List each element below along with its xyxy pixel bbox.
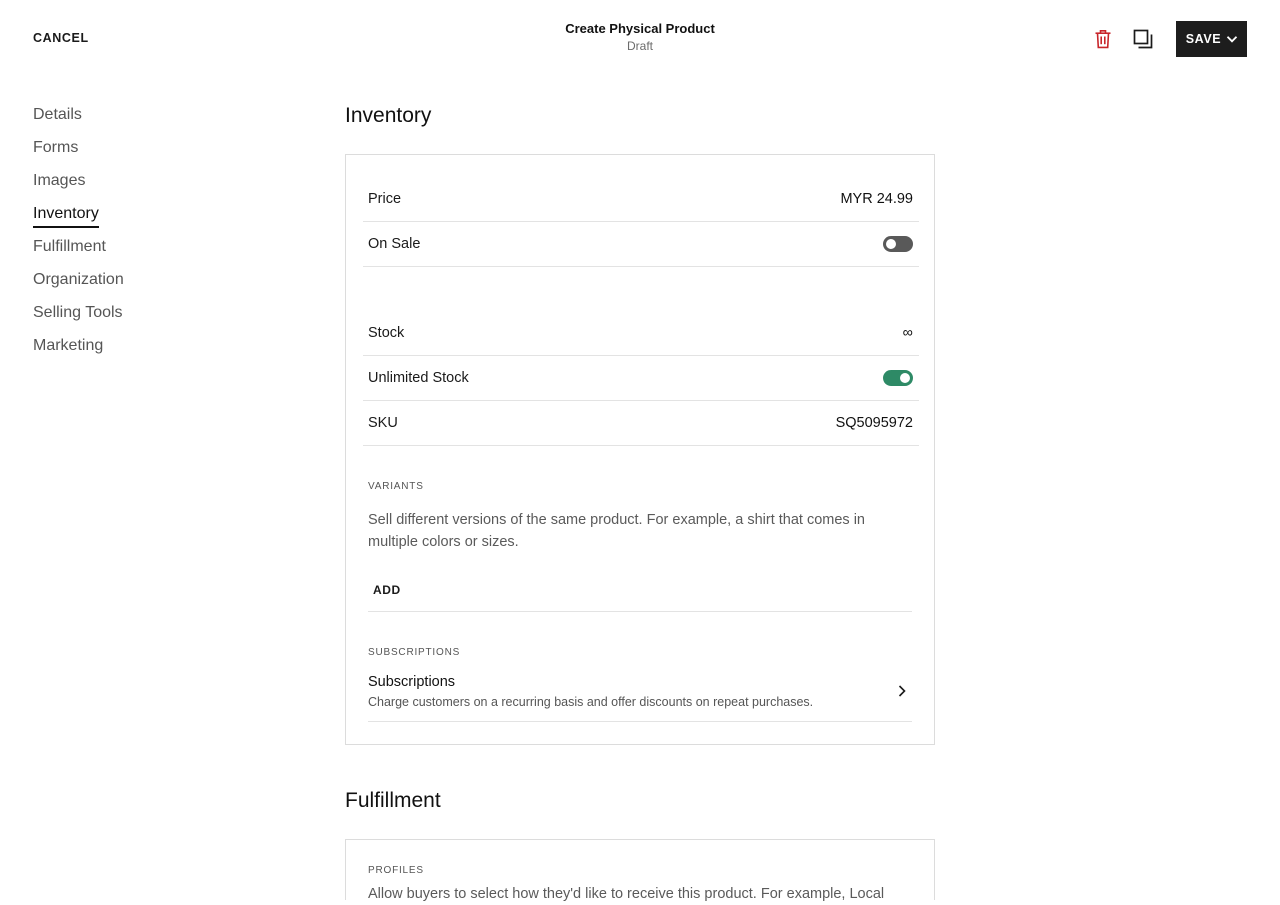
- save-button[interactable]: [1176, 21, 1247, 57]
- unlimited-stock-toggle[interactable]: [883, 370, 913, 386]
- nav-item-label: Fulfillment: [33, 238, 106, 255]
- profiles-description: Allow buyers to select how they'd like to receive this product. For example, Local: [368, 886, 885, 902]
- sku-label: SKU: [368, 415, 398, 431]
- stock-value: ∞: [902, 325, 913, 341]
- sku-value: SQ5095972: [835, 415, 913, 431]
- page-title: Create Physical Product: [565, 21, 715, 36]
- nav-item-label: Selling Tools: [33, 304, 123, 321]
- nav-item-details[interactable]: [33, 104, 124, 137]
- nav-item-label: Forms: [33, 139, 79, 156]
- subscriptions-row[interactable]: [368, 668, 912, 722]
- subscriptions-title: Subscriptions: [368, 674, 456, 690]
- sku-row[interactable]: [363, 401, 919, 446]
- inventory-card: [345, 154, 935, 745]
- nav-item-marketing[interactable]: [33, 335, 124, 368]
- on-sale-row: [363, 222, 919, 267]
- variants-heading: VARIANTS: [368, 481, 424, 492]
- save-button-label: SAVE: [1185, 32, 1222, 46]
- add-variant-button[interactable]: ADD: [368, 577, 912, 612]
- profiles-heading: PROFILES: [368, 865, 424, 876]
- nav-item-forms[interactable]: [33, 137, 124, 170]
- nav-item-inventory[interactable]: [33, 203, 124, 236]
- nav-item-label: Marketing: [33, 337, 104, 354]
- nav-item-images[interactable]: [33, 170, 124, 203]
- on-sale-label: On Sale: [368, 236, 421, 252]
- toggle-knob: [900, 373, 910, 383]
- delete-button[interactable]: [1089, 25, 1117, 53]
- cancel-button[interactable]: CANCEL: [33, 31, 89, 45]
- on-sale-toggle[interactable]: [883, 236, 913, 252]
- fulfillment-card: [345, 839, 935, 900]
- price-label: Price: [368, 191, 402, 207]
- nav-item-organization[interactable]: [33, 269, 124, 302]
- chevron-down-icon[interactable]: [1225, 32, 1239, 46]
- fulfillment-section-title: Fulfillment: [345, 789, 441, 812]
- nav-item-label: Images: [33, 172, 86, 189]
- trash-icon: [1094, 29, 1112, 49]
- nav-item-label: Details: [33, 106, 82, 123]
- stock-label: Stock: [368, 325, 405, 341]
- nav-item-label: Organization: [33, 271, 124, 288]
- unlimited-stock-row: [363, 356, 919, 401]
- page-title-group: [440, 21, 840, 53]
- nav-item-fulfillment[interactable]: [33, 236, 124, 269]
- chevron-right-icon: [896, 684, 908, 698]
- variants-description: Sell different versions of the same product. For example, a shirt that comes in multiple colors or sizes.: [368, 512, 865, 550]
- toggle-knob: [886, 239, 896, 249]
- duplicate-button[interactable]: [1129, 25, 1157, 53]
- top-bar: [0, 0, 1280, 78]
- nav-item-selling-tools[interactable]: [33, 302, 124, 335]
- price-value: MYR 24.99: [840, 191, 913, 207]
- nav-item-label: Inventory: [33, 203, 99, 228]
- price-row[interactable]: [363, 177, 919, 222]
- inventory-section-title: Inventory: [345, 104, 432, 127]
- subscriptions-description: Charge customers on a recurring basis and offer discounts on repeat purchases.: [368, 695, 814, 709]
- page-status: Draft: [626, 39, 653, 53]
- section-nav: [33, 104, 124, 368]
- subscriptions-heading: SUBSCRIPTIONS: [368, 647, 461, 658]
- duplicate-icon: [1133, 29, 1153, 49]
- stock-row[interactable]: [363, 311, 919, 356]
- unlimited-stock-label: Unlimited Stock: [368, 370, 469, 386]
